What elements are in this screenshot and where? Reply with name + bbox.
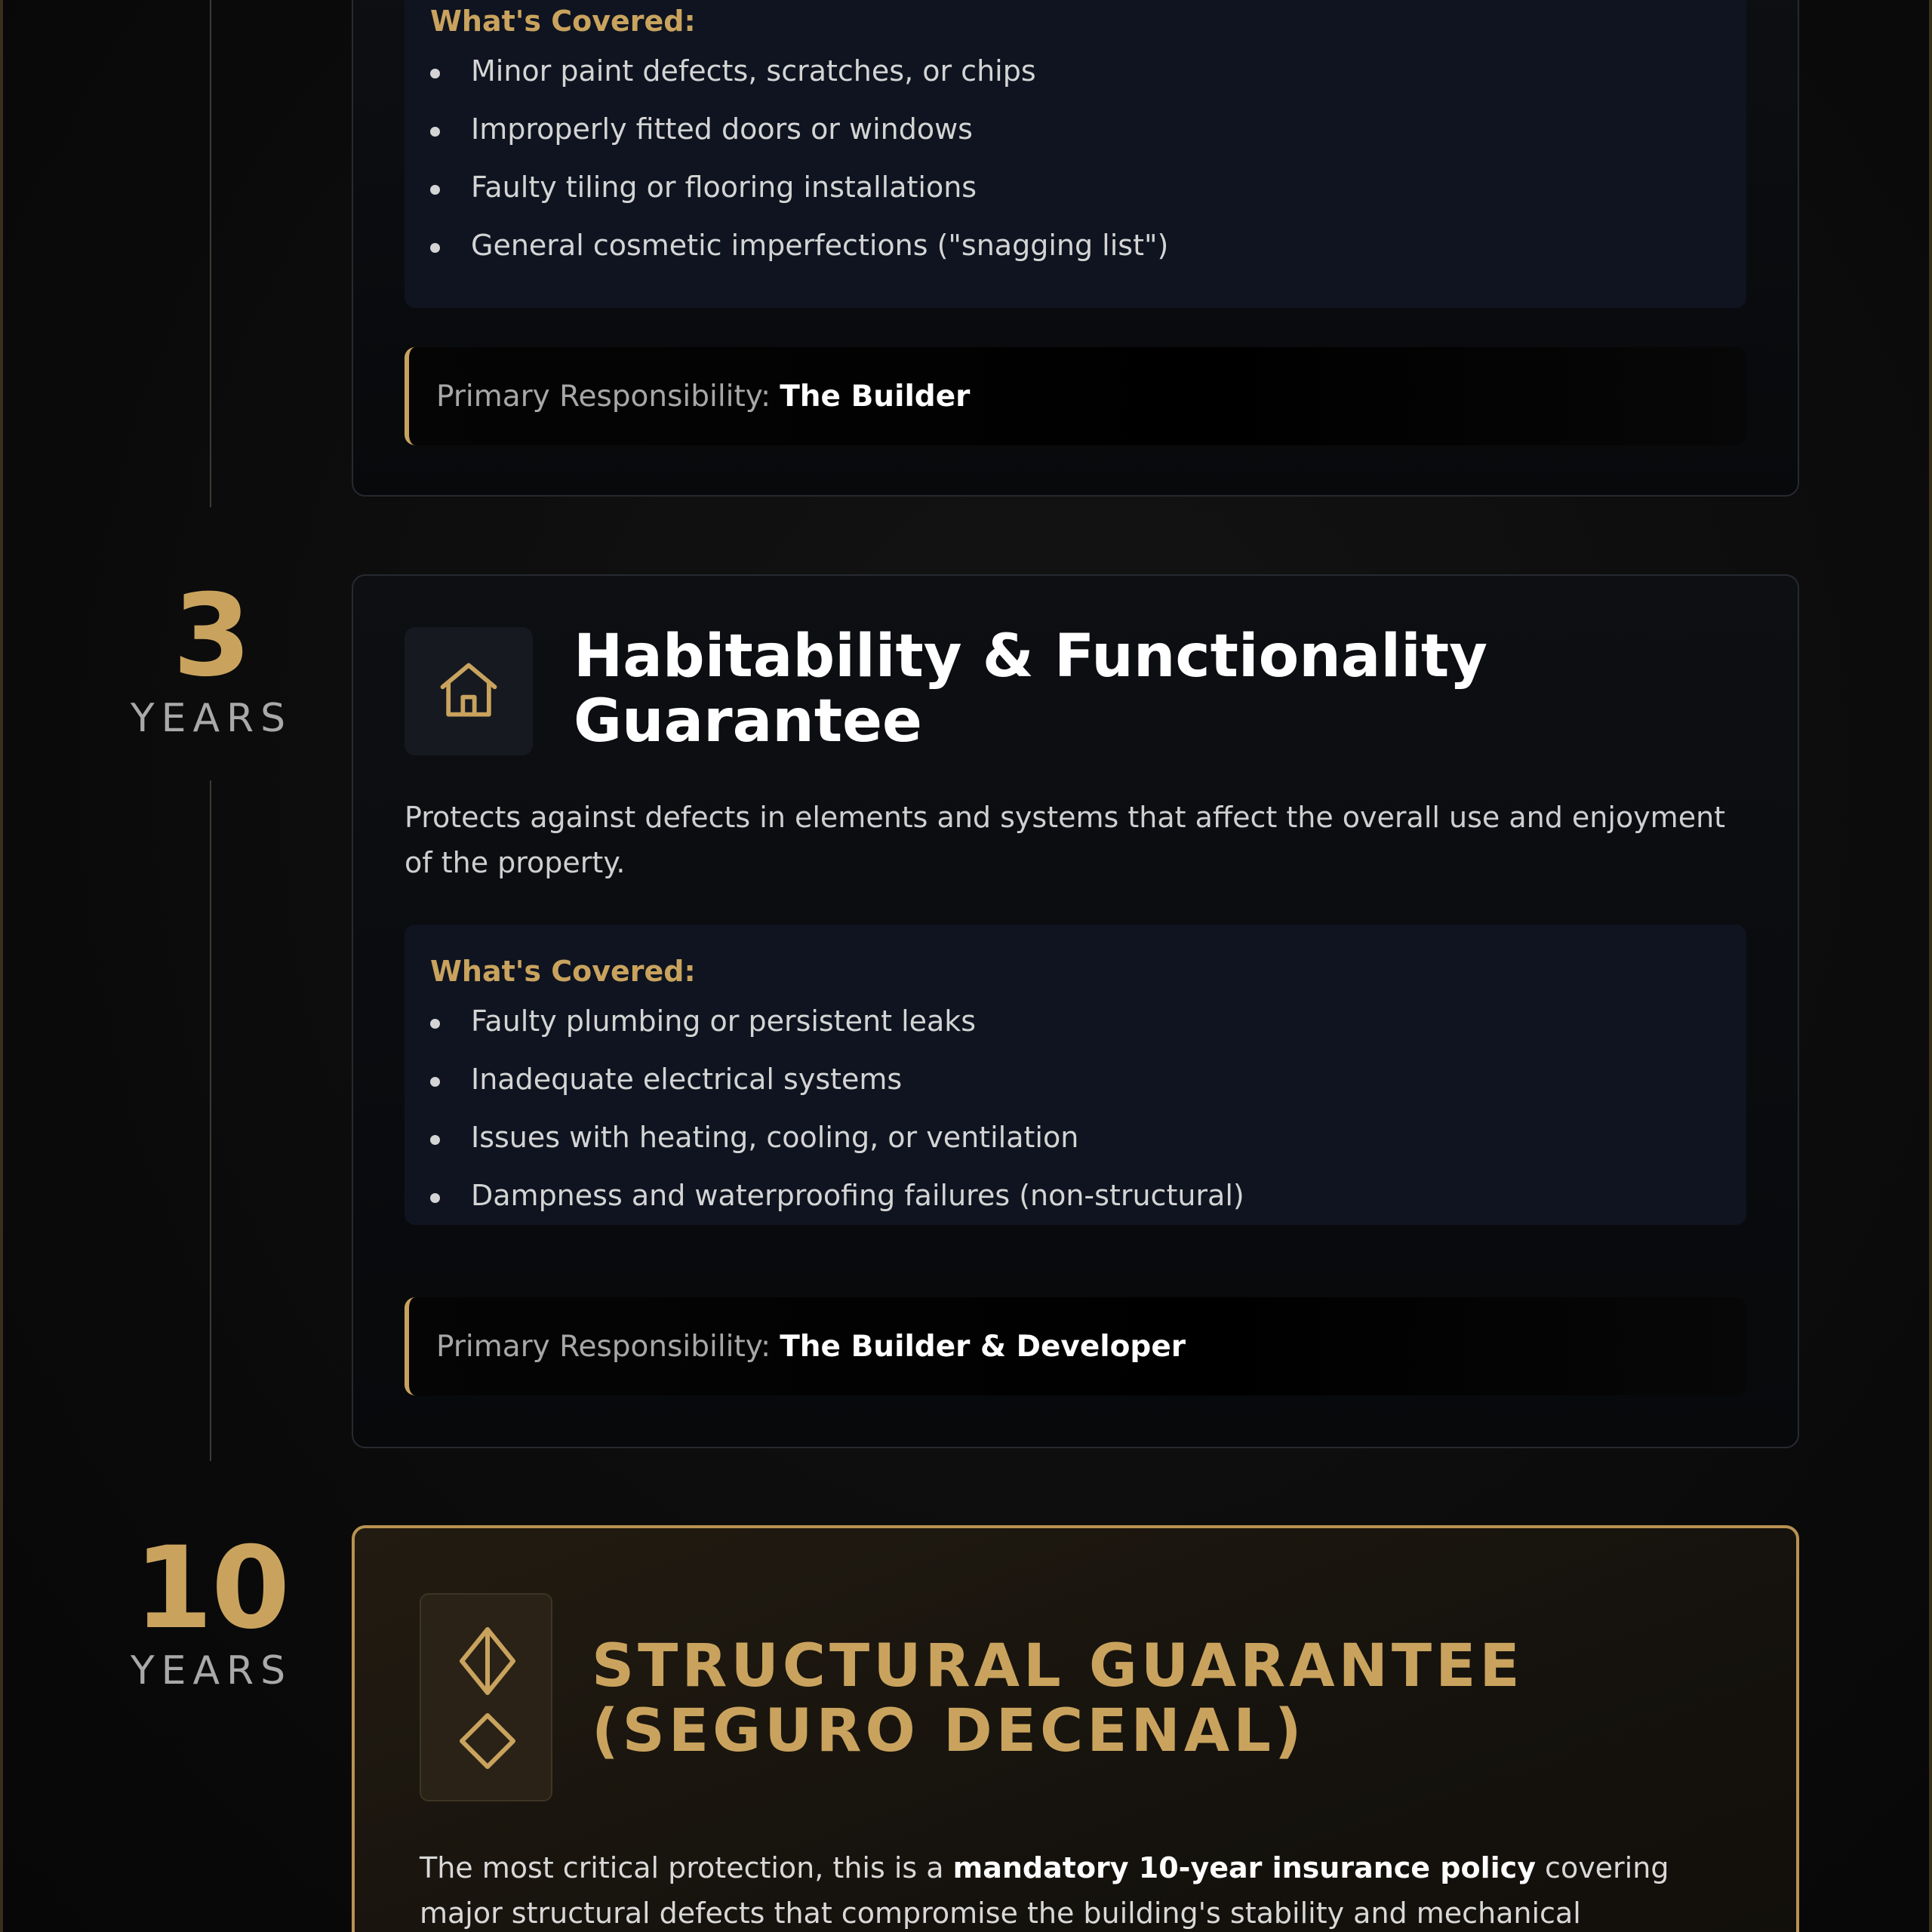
- diamond-pillar-icon: [421, 1595, 554, 1803]
- year-number: 3: [172, 571, 251, 702]
- house-icon: [434, 657, 503, 726]
- timeline-line-segment: [210, 780, 211, 1461]
- list-item: General cosmetic imperfections ("snagging list"): [430, 217, 1168, 275]
- year-label: YEARS: [130, 696, 293, 741]
- list-item: Faulty tiling or flooring installations: [430, 158, 1168, 217]
- structural-guarantee-card: [352, 1525, 1799, 1932]
- left-frame-edge: [0, 0, 3, 1932]
- habitability-guarantee-card: [352, 574, 1799, 1448]
- list-item: Improperly fitted doors or windows: [430, 100, 1168, 158]
- responsibility-box: [405, 1297, 1746, 1395]
- year-marker-10: [91, 1523, 332, 1694]
- responsibility-label: Primary Responsibility:: [436, 379, 771, 414]
- covered-box: [405, 0, 1746, 308]
- card-title: STRUCTURAL GUARANTEE (SEGURO DECENAL): [592, 1632, 1524, 1765]
- covered-title: What's Covered:: [430, 5, 696, 38]
- covered-box: [405, 924, 1746, 1225]
- card-description: Protects against defects in elements and systems that affect the overall use and enjoyment of the property.: [405, 801, 1726, 879]
- year-marker-3: [91, 571, 332, 741]
- description-text: covering major structural defects that compromise the building's stability and mechanical: [420, 1851, 1669, 1930]
- responsibility-value: The Builder & Developer: [780, 1329, 1186, 1364]
- list-item: Issues with heating, cooling, or ventilation: [430, 1109, 1244, 1167]
- list-item: Inadequate electrical systems: [430, 1051, 1244, 1109]
- list-item: Faulty plumbing or persistent leaks: [430, 992, 1244, 1051]
- right-frame-edge: [1929, 0, 1932, 1932]
- one-year-guarantee-card: [352, 0, 1799, 497]
- card-title: Habitability & Functionality Guarantee: [574, 623, 1487, 755]
- description-text: The most critical protection, this is a: [420, 1851, 953, 1884]
- description-emphasis: mandatory 10-year insurance policy: [952, 1851, 1536, 1884]
- responsibility-label: Primary Responsibility:: [436, 1329, 771, 1364]
- timeline-line-segment: [210, 0, 211, 507]
- card-description: [420, 1845, 1748, 1932]
- responsibility-box: [405, 347, 1746, 445]
- year-label: YEARS: [130, 1648, 293, 1694]
- icon-box: [420, 1593, 552, 1801]
- icon-box: [405, 627, 533, 755]
- responsibility-value: The Builder: [780, 379, 971, 414]
- covered-list: [430, 42, 1168, 275]
- year-number: 10: [134, 1523, 289, 1654]
- list-item: Minor paint defects, scratches, or chips: [430, 42, 1168, 100]
- list-item: Dampness and waterproofing failures (non-structural): [430, 1167, 1244, 1225]
- covered-title: What's Covered:: [430, 955, 696, 988]
- covered-list: [430, 992, 1244, 1225]
